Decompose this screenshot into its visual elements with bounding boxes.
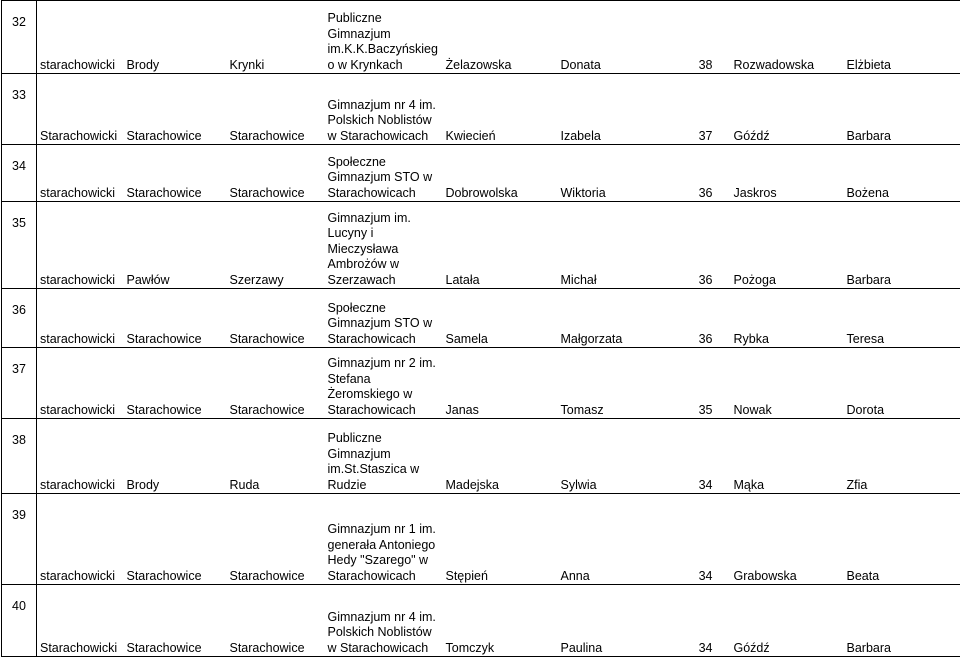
row-number: 33 bbox=[2, 74, 37, 145]
score-cell: 36 bbox=[691, 145, 731, 202]
municipality-cell: Pawłów bbox=[124, 202, 227, 289]
teacher-last-name-cell: Pożoga bbox=[731, 202, 844, 289]
table-row bbox=[2, 202, 960, 289]
teacher-first-name-cell: Zfia bbox=[844, 419, 960, 494]
student-first-name-cell: Tomasz bbox=[558, 348, 691, 419]
student-first-name-cell: Paulina bbox=[558, 585, 691, 657]
teacher-first-name-cell: Bożena bbox=[844, 145, 960, 202]
municipality-cell: Brody bbox=[124, 419, 227, 494]
score-cell: 36 bbox=[691, 202, 731, 289]
score-cell: 34 bbox=[691, 494, 731, 585]
county-cell: Starachowicki bbox=[37, 585, 124, 657]
teacher-last-name-cell: Mąka bbox=[731, 419, 844, 494]
town-cell: Starachowice bbox=[227, 145, 325, 202]
row-number: 37 bbox=[2, 348, 37, 419]
student-last-name-cell: Kwiecień bbox=[443, 74, 558, 145]
table-row bbox=[2, 145, 960, 202]
municipality-cell: Starachowice bbox=[124, 145, 227, 202]
teacher-first-name-cell: Dorota bbox=[844, 348, 960, 419]
municipality-cell: Starachowice bbox=[124, 348, 227, 419]
student-first-name-cell: Sylwia bbox=[558, 419, 691, 494]
county-cell: starachowicki bbox=[37, 289, 124, 348]
row-number: 36 bbox=[2, 289, 37, 348]
county-cell: Starachowicki bbox=[37, 74, 124, 145]
score-cell: 38 bbox=[691, 1, 731, 74]
score-cell: 37 bbox=[691, 74, 731, 145]
row-number: 34 bbox=[2, 145, 37, 202]
town-cell: Ruda bbox=[227, 419, 325, 494]
county-cell: starachowicki bbox=[37, 202, 124, 289]
teacher-first-name-cell: Barbara bbox=[844, 202, 960, 289]
municipality-cell: Starachowice bbox=[124, 585, 227, 657]
town-cell: Krynki bbox=[227, 1, 325, 74]
row-number: 32 bbox=[2, 1, 37, 74]
school-cell: Publiczne Gimnazjum im.St.Staszica w Rudzie bbox=[325, 419, 443, 494]
score-cell: 35 bbox=[691, 348, 731, 419]
teacher-first-name-cell: Barbara bbox=[844, 585, 960, 657]
municipality-cell: Brody bbox=[124, 1, 227, 74]
student-first-name-cell: Michał bbox=[558, 202, 691, 289]
student-last-name-cell: Madejska bbox=[443, 419, 558, 494]
school-cell: Publiczne Gimnazjum im.K.K.Baczyńskieg o w Krynkach bbox=[325, 1, 443, 74]
school-cell: Gimnazjum nr 2 im. Stefana Żeromskiego w Starachowicach bbox=[325, 348, 443, 419]
student-first-name-cell: Wiktoria bbox=[558, 145, 691, 202]
teacher-last-name-cell: Grabowska bbox=[731, 494, 844, 585]
county-cell: starachowicki bbox=[37, 1, 124, 74]
score-cell: 36 bbox=[691, 289, 731, 348]
teacher-last-name-cell: Góźdź bbox=[731, 585, 844, 657]
row-number: 35 bbox=[2, 202, 37, 289]
town-cell: Starachowice bbox=[227, 494, 325, 585]
row-number: 40 bbox=[2, 585, 37, 657]
municipality-cell: Starachowice bbox=[124, 494, 227, 585]
teacher-first-name-cell: Beata bbox=[844, 494, 960, 585]
town-cell: Starachowice bbox=[227, 348, 325, 419]
teacher-last-name-cell: Rozwadowska bbox=[731, 1, 844, 74]
county-cell: starachowicki bbox=[37, 494, 124, 585]
town-cell: Starachowice bbox=[227, 289, 325, 348]
teacher-last-name-cell: Góźdź bbox=[731, 74, 844, 145]
teacher-last-name-cell: Rybka bbox=[731, 289, 844, 348]
row-number: 38 bbox=[2, 419, 37, 494]
school-cell: Społeczne Gimnazjum STO w Starachowicach bbox=[325, 145, 443, 202]
county-cell: starachowicki bbox=[37, 419, 124, 494]
student-first-name-cell: Izabela bbox=[558, 74, 691, 145]
student-last-name-cell: Dobrowolska bbox=[443, 145, 558, 202]
town-cell: Starachowice bbox=[227, 585, 325, 657]
teacher-first-name-cell: Teresa bbox=[844, 289, 960, 348]
student-first-name-cell: Małgorzata bbox=[558, 289, 691, 348]
student-first-name-cell: Anna bbox=[558, 494, 691, 585]
teacher-last-name-cell: Jaskros bbox=[731, 145, 844, 202]
teacher-first-name-cell: Barbara bbox=[844, 74, 960, 145]
school-cell: Społeczne Gimnazjum STO w Starachowicach bbox=[325, 289, 443, 348]
student-last-name-cell: Janas bbox=[443, 348, 558, 419]
town-cell: Starachowice bbox=[227, 74, 325, 145]
student-last-name-cell: Tomczyk bbox=[443, 585, 558, 657]
county-cell: starachowicki bbox=[37, 348, 124, 419]
municipality-cell: Starachowice bbox=[124, 289, 227, 348]
student-last-name-cell: Stępień bbox=[443, 494, 558, 585]
table-row bbox=[2, 494, 960, 585]
school-cell: Gimnazjum im. Lucyny i Mieczysława Ambrożów w Szerzawach bbox=[325, 202, 443, 289]
table-row bbox=[2, 1, 960, 74]
student-last-name-cell: Żelazowska bbox=[443, 1, 558, 74]
table-row bbox=[2, 74, 960, 145]
table-row bbox=[2, 419, 960, 494]
table-row bbox=[2, 289, 960, 348]
score-cell: 34 bbox=[691, 585, 731, 657]
table-row bbox=[2, 585, 960, 657]
teacher-last-name-cell: Nowak bbox=[731, 348, 844, 419]
teacher-first-name-cell: Elżbieta bbox=[844, 1, 960, 74]
results-table bbox=[1, 0, 960, 657]
student-first-name-cell: Donata bbox=[558, 1, 691, 74]
table-row bbox=[2, 348, 960, 419]
student-last-name-cell: Latała bbox=[443, 202, 558, 289]
town-cell: Szerzawy bbox=[227, 202, 325, 289]
row-number: 39 bbox=[2, 494, 37, 585]
municipality-cell: Starachowice bbox=[124, 74, 227, 145]
school-cell: Gimnazjum nr 4 im. Polskich Noblistów w Starachowicach bbox=[325, 585, 443, 657]
school-cell: Gimnazjum nr 4 im. Polskich Noblistów w Starachowicach bbox=[325, 74, 443, 145]
score-cell: 34 bbox=[691, 419, 731, 494]
student-last-name-cell: Samela bbox=[443, 289, 558, 348]
school-cell: Gimnazjum nr 1 im. generała Antoniego Hedy "Szarego" w Starachowicach bbox=[325, 494, 443, 585]
county-cell: starachowicki bbox=[37, 145, 124, 202]
